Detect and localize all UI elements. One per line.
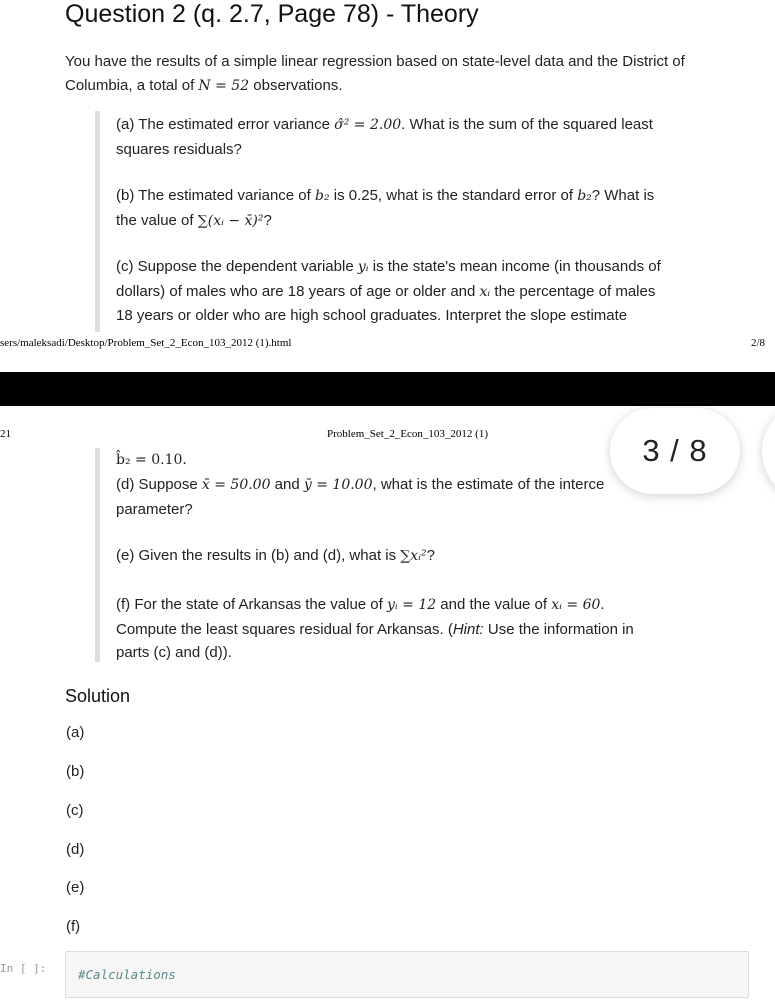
math-xi-equals: xᵢ = 60 — [551, 597, 601, 613]
page-separator — [0, 372, 775, 406]
math-b2: b₂ — [314, 188, 330, 204]
code-cell[interactable] — [65, 951, 749, 998]
part-b-line2-end: ? — [263, 211, 272, 229]
print-footer-path: sers/maleksadi/Desktop/Problem_Set_2_Econ_103_2012 (1).html — [0, 337, 292, 349]
side-floating-button[interactable] — [762, 404, 775, 499]
part-b-lead: (b) The estimated variance of — [116, 187, 315, 204]
print-header-left: 21 — [0, 428, 11, 440]
solution-item-b: (b) — [66, 763, 85, 780]
part-c-text — [116, 255, 716, 328]
math-xi: xᵢ — [479, 283, 491, 300]
cell-prompt: In [ ]: — [0, 962, 47, 975]
solution-heading: Solution — [65, 686, 131, 706]
page-indicator: 3 / 8 — [610, 408, 740, 494]
part-d-text — [116, 473, 636, 521]
solution-item-d: (d) — [66, 841, 85, 858]
part-e-text — [116, 544, 716, 569]
part-d-line-2: parameter? — [116, 500, 193, 518]
solution-item-e: (e) — [66, 879, 85, 896]
print-footer-page: 2/8 — [750, 337, 765, 349]
part-d-rest: , what is the estimate of the interce — [372, 476, 605, 493]
intro-text-end: observations. — [249, 77, 343, 94]
part-a-line-2: squares residuals? — [116, 140, 242, 158]
part-f-line-3: parts (c) and (d)). — [116, 644, 232, 661]
blockquote-bar-page2 — [95, 448, 100, 662]
part-a-rest: . What is the sum of the squared least — [401, 116, 653, 133]
math-n-equals: N = 52 — [198, 78, 250, 94]
solution-item-f: (f) — [66, 918, 81, 935]
solution-item-c: (c) — [66, 802, 84, 819]
part-b-line2-lead: the value of — [116, 211, 198, 229]
part-f-text — [116, 593, 716, 665]
math-ybar: ȳ = 10.00 — [303, 477, 373, 493]
part-e-end: ? — [426, 547, 435, 564]
part-c-lead: (c) Suppose the dependent variable — [116, 258, 358, 275]
question-intro — [65, 50, 745, 98]
hint-label: Hint: — [452, 620, 484, 638]
math-sum-deviation: ∑(xᵢ − x̄)² — [197, 212, 264, 229]
part-f-line2-rest: Use the information in — [483, 620, 634, 638]
part-c-rest: is the state's mean income (in thousands of — [368, 258, 661, 275]
part-d-lead: (d) Suppose — [116, 476, 202, 493]
part-f-period: . — [600, 596, 605, 613]
math-xbar: x̄ = 50.00 — [201, 477, 271, 493]
part-b-mid: is 0.25, what is the standard error of — [329, 187, 578, 204]
part-e-lead: (e) Given the results in (b) and (d), what is — [116, 547, 401, 564]
blockquote-bar-page1 — [95, 111, 100, 332]
part-b-text — [116, 184, 716, 233]
math-b2-hat: b̂₂ = 0.10. — [116, 452, 187, 468]
part-f-lead: (f) For the state of Arkansas the value of — [116, 596, 387, 613]
math-sigma-hat: σ̂² = 2.00 — [334, 117, 402, 133]
part-b-end: ? What is — [591, 187, 655, 204]
math-yi: yᵢ — [357, 259, 369, 275]
part-a-text — [116, 113, 716, 161]
intro-line-2 — [65, 74, 745, 98]
question-title: Question 2 (q. 2.7, Page 78) - Theory — [65, 0, 479, 28]
part-f-line2-lead: Compute the least squares residual for Arkansas. ( — [116, 620, 453, 638]
print-header-title: Problem_Set_2_Econ_103_2012 (1) — [327, 428, 489, 440]
part-c-line2-lead: dollars) of males who are 18 years of age or older and — [116, 282, 480, 300]
math-sum-x-squared: ∑xᵢ² — [400, 548, 427, 564]
code-cell-text[interactable]: #Calculations — [78, 967, 176, 982]
intro-line-1: You have the results of a simple linear regression based on state-level data and the District of — [65, 53, 685, 70]
math-yi-equals: yᵢ = 12 — [386, 597, 437, 613]
part-a-lead: (a) The estimated error variance — [116, 116, 335, 133]
part-c-line-3: 18 years or older who are high school graduates. Interpret the slope estimate — [116, 307, 628, 324]
intro-text: Columbia, a total of — [65, 77, 199, 94]
part-d-and: and — [270, 476, 304, 493]
math-b2-second: b₂ — [577, 188, 592, 204]
solution-item-a: (a) — [66, 724, 85, 741]
part-f-mid: and the value of — [436, 596, 552, 613]
part-c-line2-end: the percentage of males — [490, 282, 656, 300]
